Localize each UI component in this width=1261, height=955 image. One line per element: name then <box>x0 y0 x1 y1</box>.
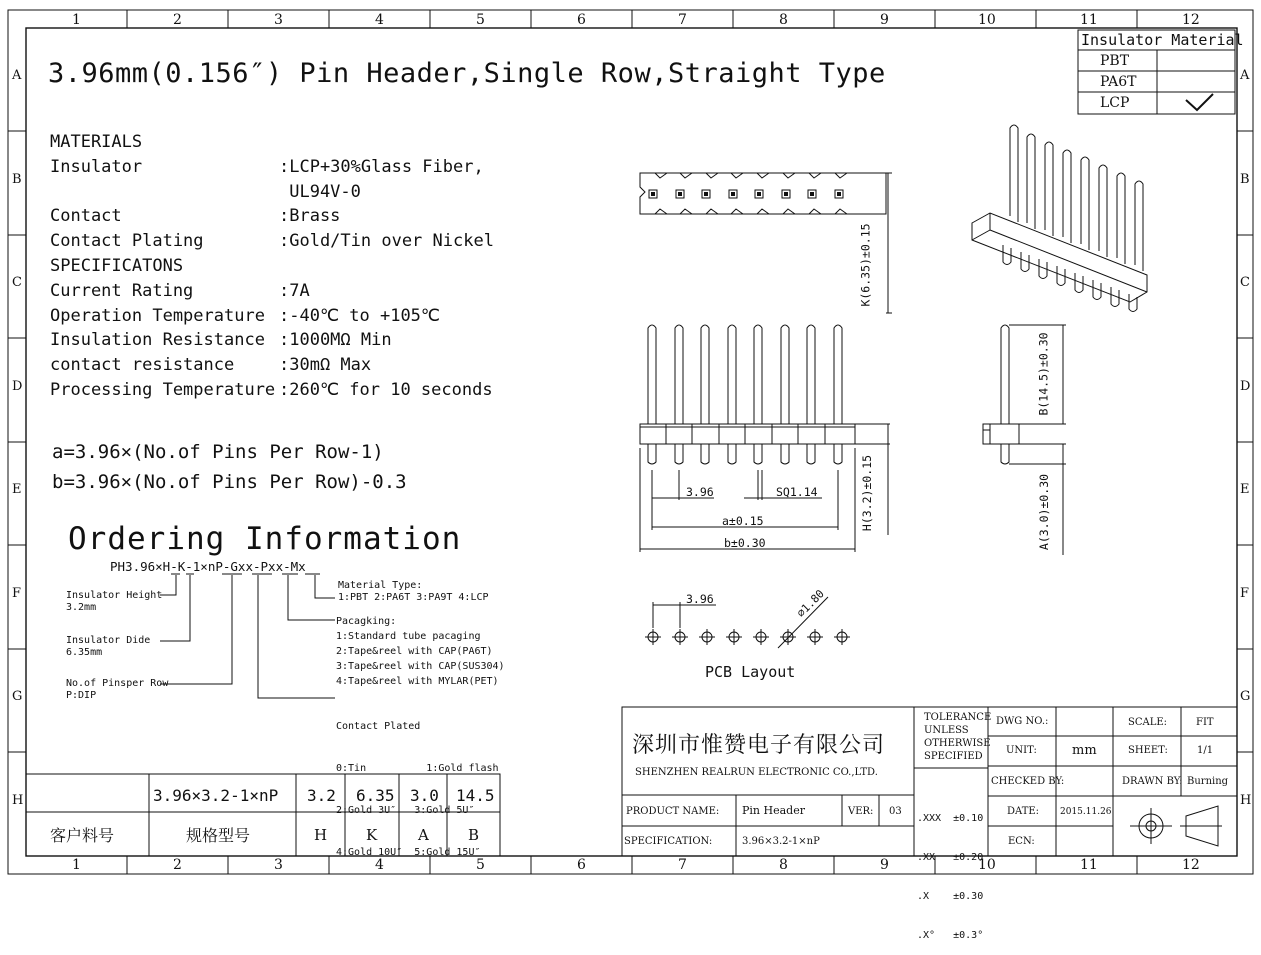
tolerance-line: OTHERWISE <box>924 738 991 749</box>
tolerance-values <box>917 786 983 955</box>
col-label: 10 <box>978 12 996 28</box>
row-label: E <box>12 482 22 497</box>
note-line: Pacagking: <box>336 616 397 627</box>
dim-a: a±0.15 <box>722 514 764 528</box>
spec-label: Processing Temperature <box>50 379 276 400</box>
row-label: G <box>12 689 23 704</box>
row-label: H <box>1240 793 1252 808</box>
dim-h: H(3.2)±0.15 <box>860 454 875 532</box>
dim-pitch: 3.96 <box>686 485 714 499</box>
row-label: A <box>1240 68 1250 83</box>
spec-label: Contact <box>50 206 122 227</box>
materials-block <box>50 130 494 403</box>
spec-row <box>50 204 494 229</box>
col-label: 6 <box>577 12 586 28</box>
tolerance-label <box>924 711 991 763</box>
dim-b-value: 14.5 <box>456 786 495 805</box>
date-label: DATE: <box>1007 806 1040 817</box>
part-spec-value: 3.96×3.2-1×nP <box>153 786 279 805</box>
ecn-label: ECN: <box>1008 836 1035 847</box>
col-label: 6 <box>577 857 586 873</box>
note-line: 1:Standard tube pacaging <box>336 631 481 642</box>
spec-row <box>50 229 494 254</box>
spec-label: Insulator <box>50 156 143 177</box>
note-line: No.of Pinsper Row <box>66 678 169 689</box>
col-label: 3 <box>274 857 283 873</box>
row-label: C <box>1240 275 1250 290</box>
specification-label: SPECIFICATION: <box>624 836 713 847</box>
row-label: C <box>12 275 22 290</box>
header-a: A <box>418 826 429 844</box>
note-line: Material Type: <box>338 580 423 591</box>
col-label: 10 <box>978 857 996 873</box>
spec-row <box>50 304 494 329</box>
spec-value: :Gold/Tin over Nickel <box>279 231 494 252</box>
spec-label: Contact Plating <box>50 231 204 252</box>
dim-h-value: 3.2 <box>307 786 336 805</box>
row-label: D <box>1240 379 1251 394</box>
col-label: 5 <box>476 12 485 28</box>
note-line: Contact Plated <box>336 721 421 732</box>
pcb-layout <box>645 597 850 648</box>
note-line: 6.35mm <box>66 647 103 658</box>
spec-row <box>50 328 494 353</box>
drawn-by-label: DRAWN BY: <box>1122 776 1183 787</box>
contact-plated-note <box>336 692 499 874</box>
formula-a: a=3.96×(No.of Pins Per Row-1) <box>52 441 384 463</box>
specifications-heading: SPECIFICATONS <box>50 255 184 276</box>
unit-label: UNIT: <box>1006 745 1037 756</box>
dim-square: SQ1.14 <box>776 485 818 499</box>
insulator-dide-note <box>66 635 150 659</box>
col-label: 7 <box>678 857 687 873</box>
col-label: 2 <box>173 857 182 873</box>
header-b: B <box>468 826 480 844</box>
pinsper-row-note <box>66 678 168 702</box>
dim-a-height: A(3.0)±0.30 <box>1037 473 1052 551</box>
header-customer-part: 客户料号 <box>50 826 115 845</box>
tolerance-line: TOLERANCE <box>924 712 992 723</box>
dim-a-value: 3.0 <box>410 786 439 805</box>
spec-value: :-40℃ to +105℃ <box>279 305 441 326</box>
col-label: 11 <box>1080 857 1098 873</box>
pcb-layout-label: PCB Layout <box>705 663 796 681</box>
scale-value: FIT <box>1196 717 1214 728</box>
dim-b: b±0.30 <box>724 536 766 550</box>
spec-row <box>50 155 494 180</box>
side-view <box>983 325 1066 555</box>
company-name-en: SHENZHEN REALRUN ELECTRONIC CO.,LTD. <box>635 767 878 778</box>
spec-row <box>50 353 494 378</box>
page-title: 3.96mm(0.156″) Pin Header,Single Row,Straight Type <box>48 58 886 89</box>
spec-value: :Brass <box>279 206 341 227</box>
hole-diameter: ⌀1.80 <box>794 587 827 620</box>
scale-label: SCALE: <box>1128 717 1168 728</box>
material-type-note <box>338 580 489 604</box>
header-h: H <box>314 826 328 844</box>
row-label: B <box>1240 172 1250 187</box>
ordering-leaders <box>160 574 335 698</box>
note-line: 3.2mm <box>66 602 97 613</box>
row-label: F <box>12 586 22 601</box>
col-label: 3 <box>274 12 283 28</box>
note-line: 4:Tape&reel with MYLAR(PET) <box>336 676 499 687</box>
dwg-no-label: DWG NO.: <box>996 716 1049 727</box>
note-line: 3:Tape&reel with CAP(SUS304) <box>336 661 505 672</box>
col-label: 8 <box>779 857 788 873</box>
pcb-pitch: 3.96 <box>686 592 714 606</box>
col-label: 11 <box>1080 12 1098 28</box>
tolerance-line: UNLESS <box>924 725 969 736</box>
isometric-view <box>972 125 1147 312</box>
spec-label: Current Rating <box>50 280 194 301</box>
insulator-material-header: Insulator Material <box>1081 31 1244 49</box>
col-label: 4 <box>375 857 384 873</box>
col-label: 4 <box>375 12 384 28</box>
spec-label: contact resistance <box>50 355 235 376</box>
dim-b-height: B(14.5)±0.30 <box>1036 332 1051 416</box>
col-label: 9 <box>880 12 889 28</box>
ver-value: 03 <box>889 806 902 817</box>
material-option: PBT <box>1100 53 1130 69</box>
spec-label: Insulation Resistance <box>50 330 265 351</box>
materials-heading: MATERIALS <box>50 132 143 152</box>
date-value: 2015.11.26 <box>1060 807 1112 817</box>
row-label: H <box>12 793 24 808</box>
note-line: 2:Gold 3U″ 3:Gold 5U″ <box>336 805 475 816</box>
note-line: 1:PBT 2:PA6T 3:PA9T 4:LCP <box>338 592 489 603</box>
row-label: G <box>1240 689 1251 704</box>
ordering-title: Ordering Information <box>68 521 462 557</box>
note-line: P:DIP <box>66 690 97 701</box>
tolerance-value: .X° ±0.3° <box>917 930 984 941</box>
product-name-value: Pin Header <box>742 804 805 817</box>
col-label: 1 <box>72 857 81 873</box>
tolerance-value: .X ±0.30 <box>917 891 984 902</box>
spec-row <box>50 180 494 205</box>
spec-value: :LCP+30%Glass Fiber, <box>279 156 484 177</box>
insulator-height-note <box>66 590 162 614</box>
col-label: 9 <box>880 857 889 873</box>
sheet-label: SHEET: <box>1128 745 1168 756</box>
spec-value: :260℃ for 10 seconds <box>279 379 493 400</box>
ordering-code: PH3.96×H-K-1×nP-Gxx-Pxx-Mx <box>110 559 306 574</box>
col-label: 8 <box>779 12 788 28</box>
spec-row <box>50 378 494 403</box>
top-view <box>640 173 892 313</box>
col-label: 1 <box>72 12 81 28</box>
company-name-cn: 深圳市惟赞电子有限公司 <box>632 733 886 758</box>
dim-k-value: 6.35 <box>356 786 395 805</box>
note-line: Insulator Height <box>66 590 163 601</box>
product-name-label: PRODUCT NAME: <box>626 806 720 817</box>
row-label: B <box>12 172 22 187</box>
spec-value: :7A <box>279 280 310 301</box>
header-spec-model: 规格型号 <box>186 826 251 845</box>
formula-b: b=3.96×(No.of Pins Per Row)-0.3 <box>52 471 407 493</box>
col-label: 12 <box>1182 857 1200 873</box>
material-option-selected: LCP <box>1100 95 1130 111</box>
col-label: 5 <box>476 857 485 873</box>
checked-by-label: CHECKED BY: <box>991 776 1065 787</box>
note-line: Insulator Dide <box>66 635 151 646</box>
spec-row <box>50 279 494 304</box>
specification-value: 3.96×3.2-1×nP <box>742 836 820 847</box>
unit-value: mm <box>1072 743 1097 758</box>
sheet-value: 1/1 <box>1197 745 1214 756</box>
spec-value: UL94V-0 <box>279 181 361 202</box>
row-label: D <box>12 379 23 394</box>
packaging-note <box>336 614 505 689</box>
material-option: PA6T <box>1100 74 1137 90</box>
row-label: E <box>1240 482 1250 497</box>
front-view <box>640 325 890 552</box>
dim-k: K(6.35)±0.15 <box>858 223 873 307</box>
note-line: 0:Tin 1:Gold flash <box>336 763 499 774</box>
col-label: 7 <box>678 12 687 28</box>
tolerance-value: .XXX ±0.10 <box>917 813 984 824</box>
col-label: 2 <box>173 12 182 28</box>
row-label: A <box>12 68 22 83</box>
note-line: 2:Tape&reel with CAP(PA6T) <box>336 646 493 657</box>
drawn-by-value: Burning <box>1187 776 1229 787</box>
tolerance-value: .XX ±0.20 <box>917 852 984 863</box>
check-icon <box>1186 94 1213 110</box>
spec-value: :30mΩ Max <box>279 355 372 376</box>
tolerance-line: SPECIFIED <box>924 751 983 762</box>
spec-label: Operation Temperature <box>50 305 265 326</box>
row-label: F <box>1240 586 1250 601</box>
ver-label: VER: <box>848 806 874 817</box>
note-line: 4:Gold 10U″ 5:Gold 15U″ <box>336 847 481 858</box>
col-label: 12 <box>1182 12 1200 28</box>
spec-value: :1000MΩ Min <box>279 330 392 351</box>
header-k: K <box>366 826 378 844</box>
